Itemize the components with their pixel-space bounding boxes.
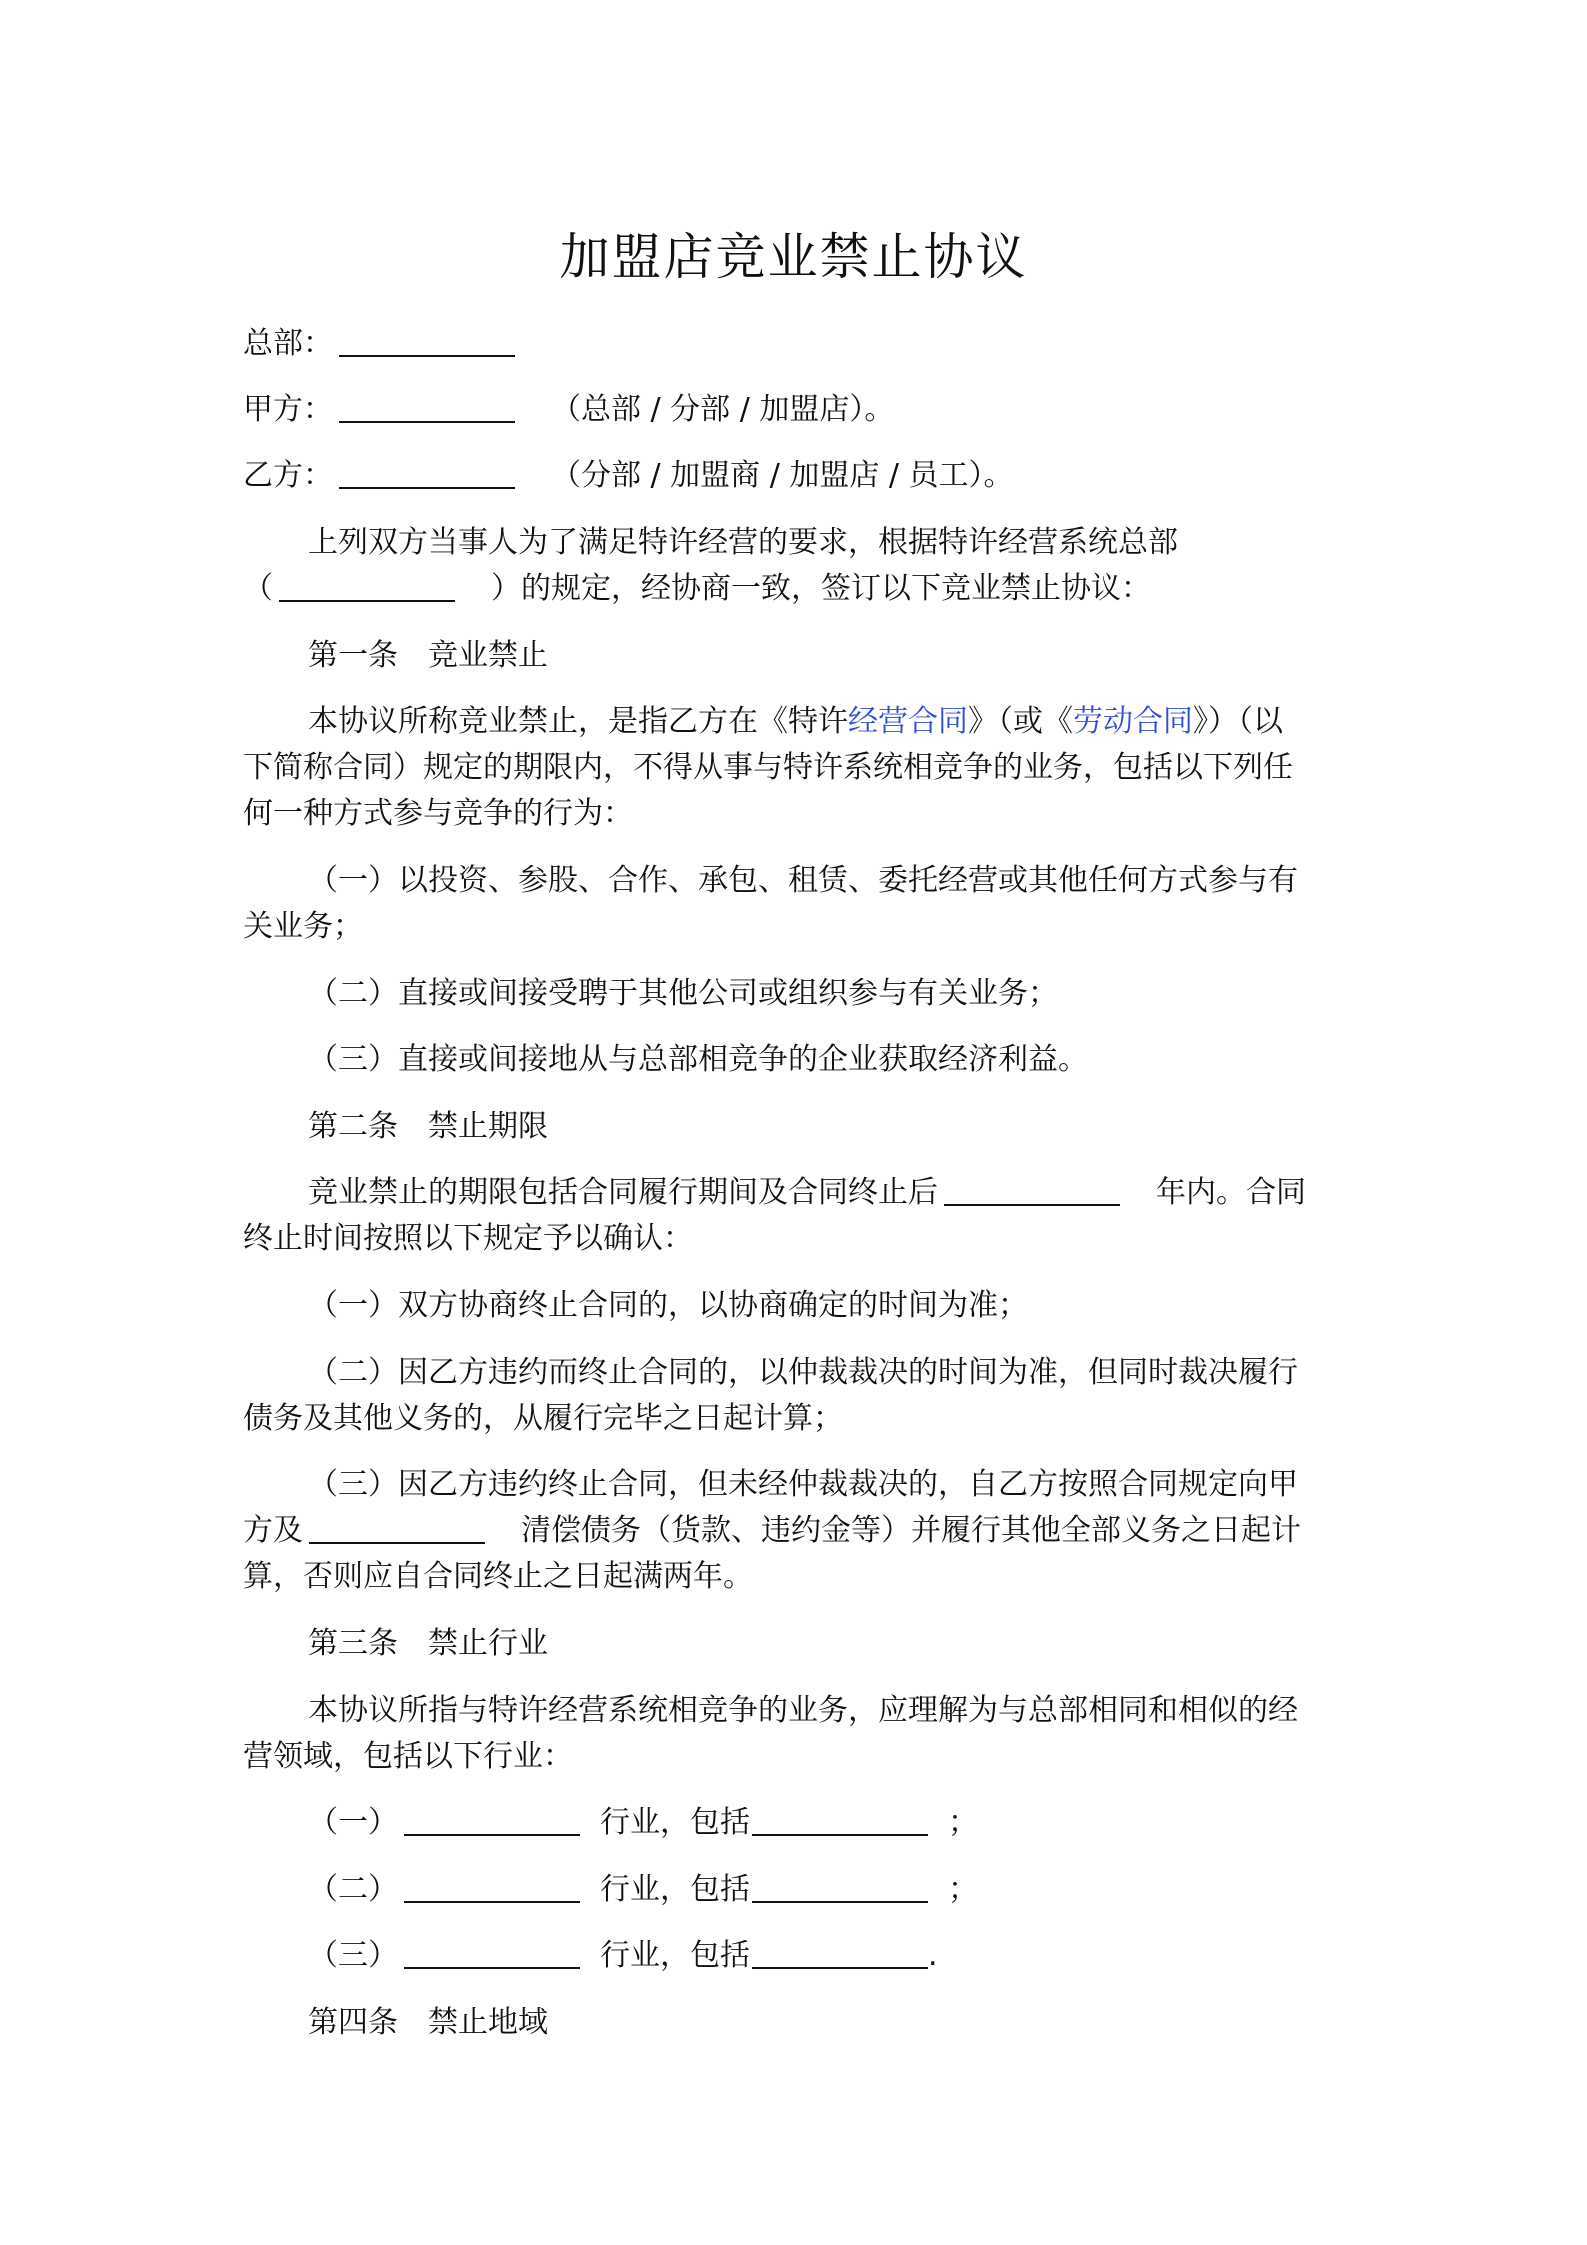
article-1-para-line-1 (308, 699, 1283, 745)
industry-blank (404, 1871, 580, 1903)
industry-blank (404, 1804, 580, 1836)
article-2-para-line-2: 终止时间按照以下规定予以确认： (243, 1221, 693, 1256)
article-1-item-1-line-1: （一）以投资、参股、合作、承包、租赁、委托经营或其他任何方式参与有 (308, 863, 1298, 898)
industry-item-end: . (928, 1938, 938, 1973)
article-1-para-line-3: 何一种方式参与竞争的行为： (243, 796, 633, 831)
article-1-heading: 第一条 竞业禁止 (308, 638, 548, 673)
article-1-para-line-2: 下简称合同）规定的期限内，不得从事与特许系统相竞争的业务，包括以下列任 (243, 750, 1293, 785)
term-years-blank (944, 1174, 1120, 1206)
party-b-line (243, 453, 1014, 499)
article-2-item-2-line-1: （二）因乙方违约而终止合同的，以仲裁裁决的时间为准，但同时裁决履行 (308, 1355, 1298, 1390)
party-a-label: 甲方： (243, 392, 333, 427)
article-2-item-3-line-2 (243, 1508, 1301, 1554)
party-a-blank (339, 391, 515, 423)
industry-detail-blank (752, 1804, 928, 1836)
preamble-line-2 (243, 566, 1151, 612)
article-1-text-b: 》（或《 (968, 704, 1073, 739)
article-2-item-3-text-a: 方及 (243, 1513, 303, 1548)
document-title: 加盟店竞业禁止协议 (559, 228, 1028, 286)
article-2-text-a: 竞业禁止的期限包括合同履行期间及合同终止后 (308, 1175, 938, 1210)
article-2-para-line-1 (308, 1170, 1306, 1216)
industry-item-1 (308, 1800, 978, 1846)
business-contract-link[interactable]: 经营合同 (848, 704, 968, 739)
industry-item-end: ； (948, 1872, 978, 1907)
industry-detail-blank (752, 1871, 928, 1903)
industry-item-text: 行业，包括 (600, 1872, 750, 1907)
hq-label: 总部： (243, 326, 333, 361)
article-1-text-c: 》）（以 (1193, 704, 1283, 739)
article-2-text-b: 年内。合同 (1156, 1175, 1306, 1210)
article-1-item-3: （三）直接或间接地从与总部相竞争的企业获取经济利益。 (308, 1042, 1088, 1077)
industry-item-end: ； (948, 1805, 978, 1840)
industry-item-text: 行业，包括 (600, 1938, 750, 1973)
party-b-note: （分部 / 加盟商 / 加盟店 / 员工）。 (551, 458, 1014, 493)
industry-detail-blank (752, 1937, 928, 1969)
creditor-blank (309, 1512, 485, 1544)
industry-item-number: （二） (308, 1872, 398, 1907)
article-3-para-line-2: 营领域，包括以下行业： (243, 1739, 573, 1774)
article-2-item-3-line-1: （三）因乙方违约终止合同，但未经仲裁裁决的，自乙方按照合同规定向甲 (308, 1467, 1298, 1502)
article-2-heading: 第二条 禁止期限 (308, 1109, 548, 1144)
article-1-text-a: 本协议所称竞业禁止，是指乙方在《特许 (308, 704, 848, 739)
article-4-heading: 第四条 禁止地域 (308, 2005, 548, 2040)
industry-item-text: 行业，包括 (600, 1805, 750, 1840)
preamble-open-paren: （ (243, 571, 273, 606)
hq-blank (339, 325, 515, 357)
article-2-item-3-line-3: 算，否则应自合同终止之日起满两年。 (243, 1559, 753, 1594)
article-2-item-1: （一）双方协商终止合同的，以协商确定的时间为准； (308, 1288, 1028, 1323)
article-3-para-line-1: 本协议所指与特许经营系统相竞争的业务，应理解为与总部相同和相似的经 (308, 1693, 1298, 1728)
article-3-heading: 第三条 禁止行业 (308, 1626, 548, 1661)
article-1-item-2: （二）直接或间接受聘于其他公司或组织参与有关业务； (308, 976, 1058, 1011)
industry-blank (404, 1937, 580, 1969)
hq-line (243, 321, 521, 367)
article-1-item-1-line-2: 关业务； (243, 909, 363, 944)
labor-contract-link[interactable]: 劳动合同 (1073, 704, 1193, 739)
party-b-blank (339, 457, 515, 489)
party-a-note: （总部 / 分部 / 加盟店）。 (551, 392, 895, 427)
preamble-blank (279, 570, 455, 602)
preamble-line-1: 上列双方当事人为了满足特许经营的要求，根据特许经营系统总部 (308, 525, 1178, 560)
preamble-rest: ）的规定，经协商一致，签订以下竞业禁止协议： (491, 571, 1151, 606)
article-2-item-2-line-2: 债务及其他义务的，从履行完毕之日起计算； (243, 1401, 843, 1436)
industry-item-number: （一） (308, 1805, 398, 1840)
party-a-line (243, 387, 894, 433)
industry-item-3 (308, 1933, 938, 1979)
industry-item-number: （三） (308, 1938, 398, 1973)
party-b-label: 乙方： (243, 458, 333, 493)
article-2-item-3-text-b: 清偿债务（货款、违约金等）并履行其他全部义务之日起计 (521, 1513, 1301, 1548)
industry-item-2 (308, 1867, 978, 1913)
